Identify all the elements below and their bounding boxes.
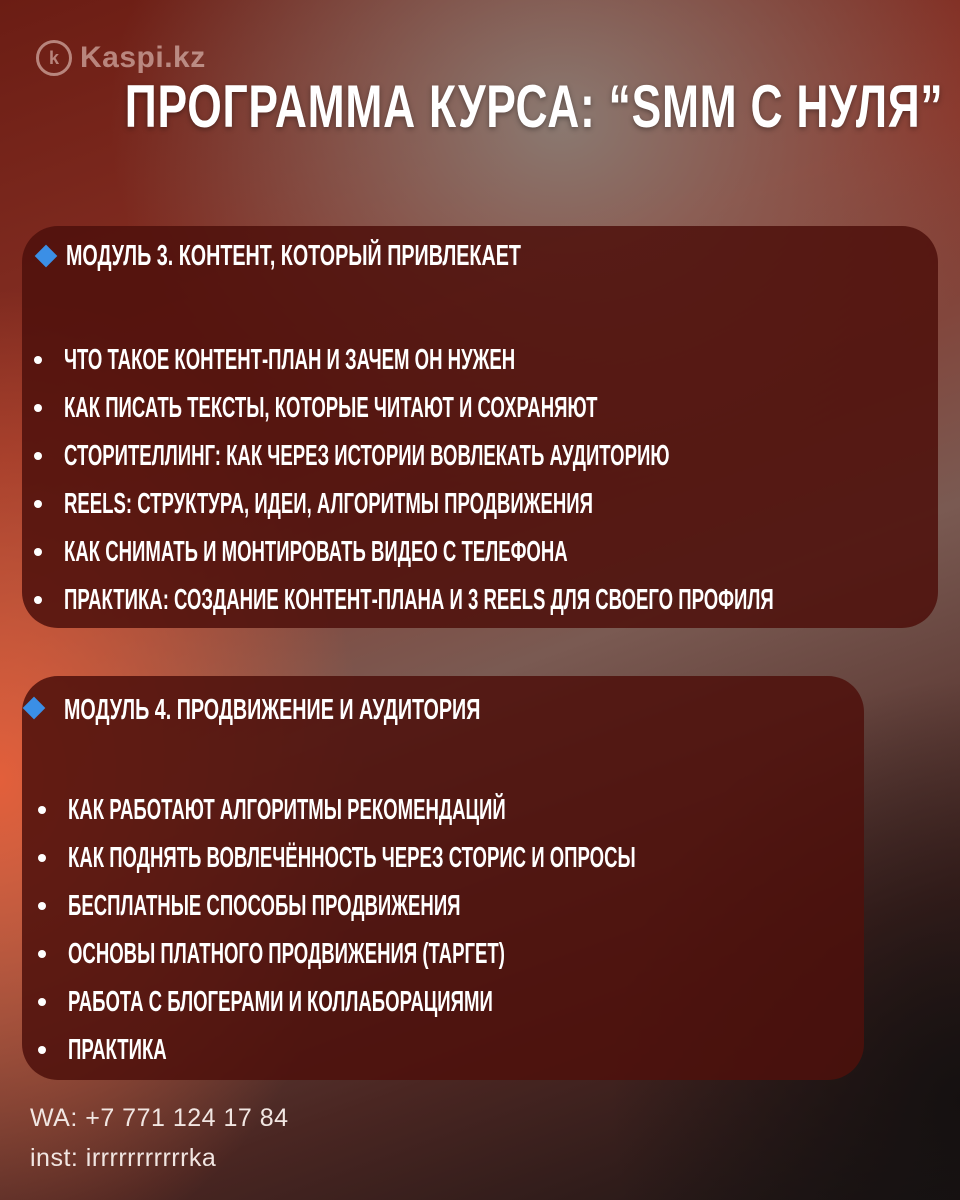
kaspi-logo-icon: k bbox=[36, 40, 72, 76]
page-title: ПРОГРАММА КУРСА: “SMM С НУЛЯ” bbox=[124, 73, 944, 140]
bullet-dot-icon bbox=[38, 950, 46, 958]
module-card bbox=[22, 676, 864, 1080]
list-item-text: КАК РАБОТАЮТ АЛГОРИТМЫ РЕКОМЕНДАЦИЙ bbox=[68, 794, 506, 826]
bullet-dot-icon bbox=[34, 548, 42, 556]
bullet-dot-icon bbox=[34, 404, 42, 412]
list-item-text: ЧТО ТАКОЕ КОНТЕНТ-ПЛАН И ЗАЧЕМ ОН НУЖЕН bbox=[64, 344, 516, 376]
diamond-icon bbox=[35, 245, 58, 268]
list-item-text: СТОРИТЕЛЛИНГ: КАК ЧЕРЕЗ ИСТОРИИ ВОВЛЕКАТЬ АУДИТОРИЮ bbox=[64, 440, 670, 472]
list-item-text: REELS: СТРУКТУРА, ИДЕИ, АЛГОРИТМЫ ПРОДВИЖЕНИЯ bbox=[64, 488, 593, 520]
list-item-text: ОСНОВЫ ПЛАТНОГО ПРОДВИЖЕНИЯ (ТАРГЕТ) bbox=[68, 938, 505, 970]
list-item-text: РАБОТА С БЛОГЕРАМИ И КОЛЛАБОРАЦИЯМИ bbox=[68, 986, 493, 1018]
list-item-text: КАК ПОДНЯТЬ ВОВЛЕЧЁННОСТЬ ЧЕРЕЗ СТОРИС И ОПРОСЫ bbox=[68, 842, 636, 874]
instagram-contact: inst: irrrrrrrrrrrka bbox=[30, 1144, 217, 1172]
whatsapp-contact: WA: +7 771 124 17 84 bbox=[30, 1104, 289, 1132]
bullet-dot-icon bbox=[38, 902, 46, 910]
list-item-text: ПРАКТИКА: СОЗДАНИЕ КОНТЕНТ-ПЛАНА И 3 REELS ДЛЯ СВОЕГО ПРОФИЛЯ bbox=[64, 584, 774, 616]
bullet-dot-icon bbox=[34, 500, 42, 508]
bullet-dot-icon bbox=[38, 806, 46, 814]
module-heading: МОДУЛЬ 4. ПРОДВИЖЕНИЕ И АУДИТОРИЯ bbox=[64, 694, 481, 726]
bullet-dot-icon bbox=[34, 356, 42, 364]
list-item-text: КАК СНИМАТЬ И МОНТИРОВАТЬ ВИДЕО С ТЕЛЕФОНА bbox=[64, 536, 568, 568]
module-heading: МОДУЛЬ 3. КОНТЕНТ, КОТОРЫЙ ПРИВЛЕКАЕТ bbox=[66, 240, 521, 272]
list-item-text: КАК ПИСАТЬ ТЕКСТЫ, КОТОРЫЕ ЧИТАЮТ И СОХРАНЯЮТ bbox=[64, 392, 598, 424]
bullet-dot-icon bbox=[38, 998, 46, 1006]
list-item-text: БЕСПЛАТНЫЕ СПОСОБЫ ПРОДВИЖЕНИЯ bbox=[68, 890, 461, 922]
module-card bbox=[22, 226, 938, 628]
bullet-dot-icon bbox=[38, 1046, 46, 1054]
diamond-icon bbox=[23, 697, 46, 720]
list-item-text: ПРАКТИКА bbox=[68, 1034, 167, 1066]
bullet-dot-icon bbox=[38, 854, 46, 862]
watermark-text: Kaspi.kz bbox=[80, 41, 206, 74]
bullet-dot-icon bbox=[34, 452, 42, 460]
kaspi-watermark bbox=[36, 40, 206, 76]
bullet-dot-icon bbox=[34, 596, 42, 604]
